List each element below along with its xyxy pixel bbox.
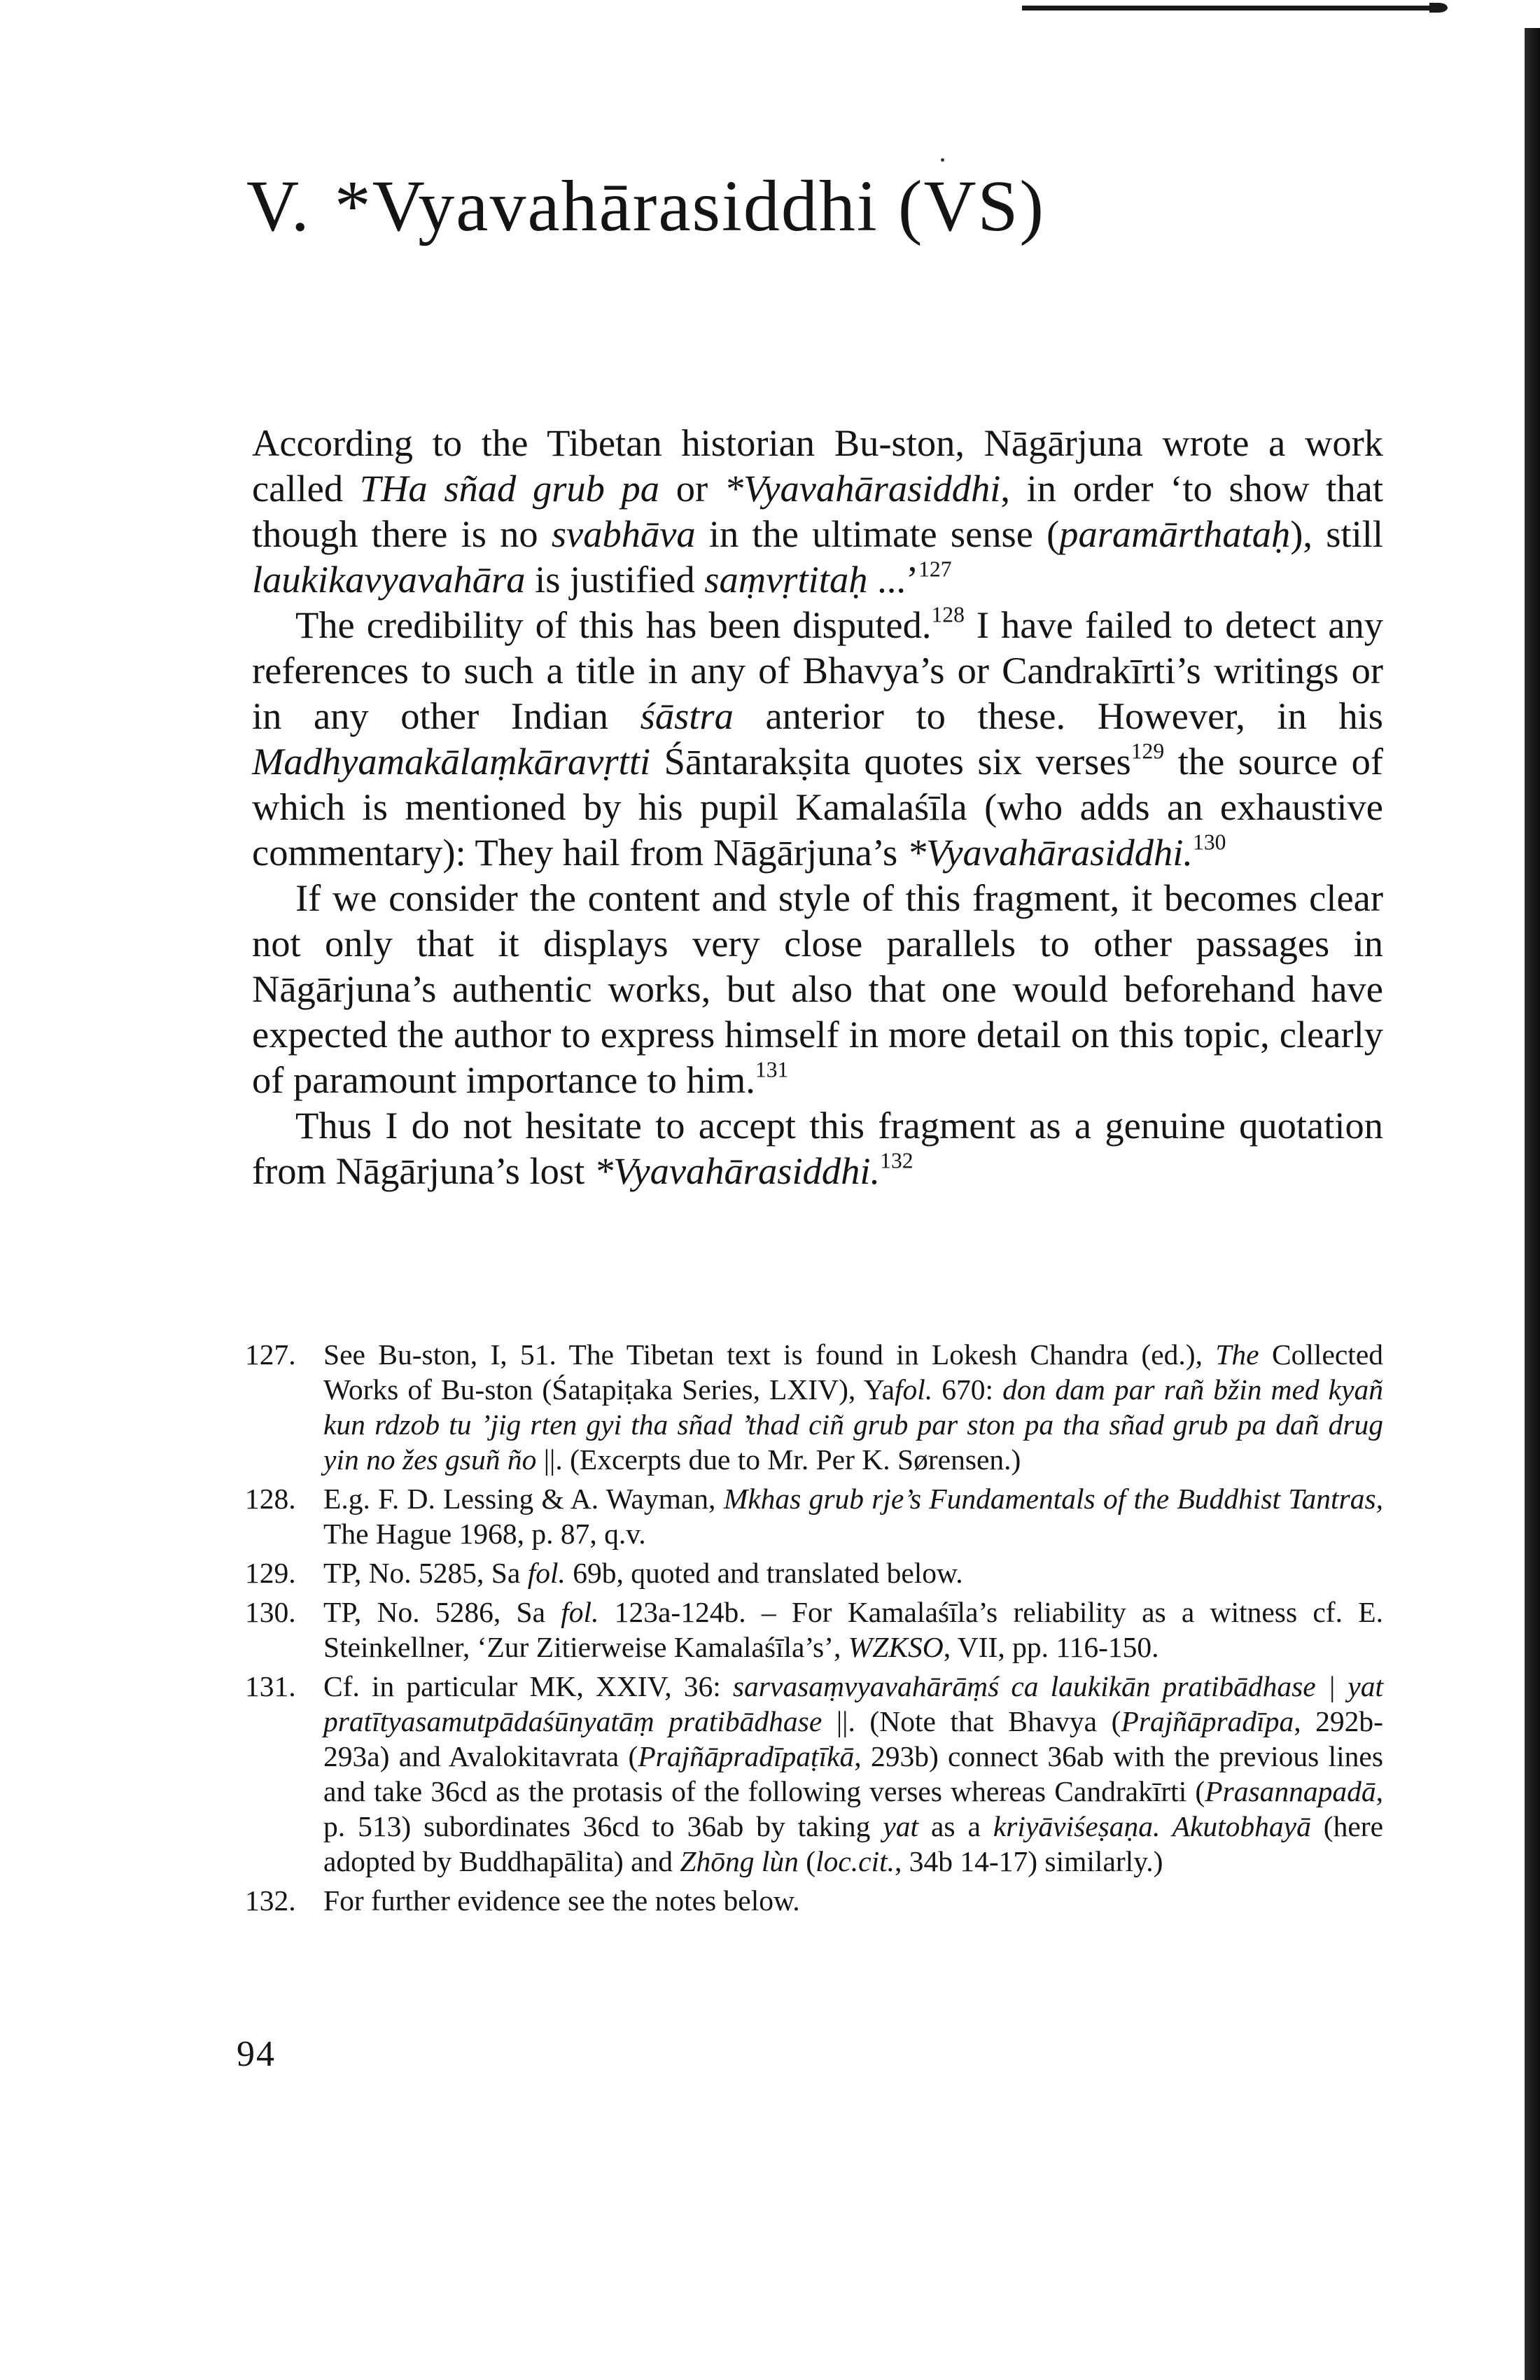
scan-top-rule — [1022, 6, 1435, 10]
footnote — [245, 1669, 1383, 1879]
paragraph — [252, 1102, 1383, 1194]
text-run: 69b, quoted and translated below. — [565, 1557, 963, 1589]
italic-run: Prajñāpradīpa — [1121, 1705, 1294, 1737]
italic-run: fol. — [527, 1557, 566, 1589]
footnote — [245, 1481, 1383, 1551]
text-run: is justified — [525, 558, 705, 601]
note-ref: 131 — [755, 1057, 789, 1082]
italic-run: Mkhas grub rje’s Fundamentals of the Buddhist Tantras, — [723, 1483, 1383, 1515]
text-run: , 292b-293a) and Avalokitavrata ( — [323, 1705, 1383, 1772]
footnote-number: 131. — [245, 1670, 296, 1702]
scan-page-edge — [1525, 28, 1540, 2380]
text-run: , in order ‘to show that though there is no — [252, 467, 1383, 555]
italic-run: laukikavyavahāra — [252, 558, 526, 601]
italic-run: kriyāviśeṣaṇa. Akutobhayā — [993, 1810, 1311, 1842]
chapter-number: V. — [246, 166, 311, 246]
text-run: ), still — [1290, 512, 1383, 555]
footnote — [245, 1555, 1383, 1590]
chapter-heading — [246, 167, 1045, 246]
footnote — [245, 1337, 1383, 1477]
text-run: Collected Works of Bu-ston (Śatapiṭaka Series, LXIV), Ya — [323, 1338, 1384, 1406]
text-run: (here adopted by Buddhapālita) and — [323, 1810, 1383, 1877]
scan-speck — [941, 158, 944, 162]
text-run: in the ultimate sense ( — [695, 512, 1060, 555]
chapter-title: *Vyavahārasiddhi (VS) — [334, 166, 1046, 246]
text-run: Cf. in particular MK, XXIV, 36: — [323, 1670, 733, 1702]
italic-run: saṃvṛtitaḥ — [704, 558, 868, 601]
text-run: , 293b) connect 36ab with the previous lines and take 36cd as the protasis of the following verses whereas Candrakīrti ( — [323, 1740, 1383, 1807]
footnote — [245, 1595, 1383, 1665]
text-run: ||. (Note that Bhavya ( — [822, 1705, 1121, 1737]
italic-run: *Vyavahārasiddhi — [724, 467, 1001, 510]
italic-run: The — [1215, 1338, 1259, 1371]
italic-run: yat — [883, 1810, 919, 1842]
footnote-number: 128. — [245, 1483, 296, 1515]
text-run: anterior to these. However, in his — [733, 694, 1383, 737]
footnote-number: 129. — [245, 1557, 296, 1589]
text-run: I have failed to detect any references to such a title in any of Bhavya’s or Candrakīrti’s writings or in any other Indian — [252, 603, 1383, 737]
page-number: 94 — [237, 2034, 276, 2074]
text-run: , p. 513) subordinates 36cd to 36ab by taking — [323, 1775, 1383, 1842]
italic-run: śāstra — [640, 694, 734, 737]
italic-run: paramārthataḥ — [1059, 512, 1291, 555]
text-run: For further evidence see the notes below. — [323, 1884, 800, 1917]
text-run: TP, No. 5285, Sa — [323, 1557, 528, 1589]
italic-run: Prajñāpradīpaṭīkā — [638, 1740, 855, 1772]
text-run: 123a-124b. – For Kamalaśīla’s reliability as a witness cf. E. Steinkellner, ‘Zur Zitierweise Kamalaśīla’s’, — [323, 1596, 1383, 1663]
footnote-number: 130. — [245, 1596, 296, 1628]
note-ref: 127 — [918, 556, 952, 582]
italic-run: don dam par rañ bžin med kyañ kun rdzob tu ’jig rten gyi tha sñad ’thad ciñ grub par ston pa tha sñad grub pa dañ drug yin no žes gsuñ ño — [323, 1373, 1384, 1476]
italic-run: fol. — [561, 1596, 599, 1628]
italic-run: Prasannapadā — [1205, 1775, 1376, 1807]
note-ref: 129 — [1130, 738, 1165, 764]
text-run: E.g. F. D. Lessing & A. Wayman, — [323, 1483, 724, 1515]
text-run: Thus I do not hesitate to accept this fragment as a genuine quotation from Nāgārjuna’s lost — [252, 1104, 1383, 1192]
note-ref: 130 — [1193, 830, 1226, 855]
paragraph — [252, 602, 1383, 875]
text-run: TP, No. 5286, Sa — [323, 1596, 561, 1628]
italic-run: *Vyavahārasiddhi. — [594, 1149, 881, 1192]
italic-run: fol. — [895, 1373, 933, 1406]
italic-run: WZKSO — [848, 1631, 944, 1663]
italic-run: *Vyavahārasiddhi. — [906, 831, 1194, 874]
text-run: the source of which is mentioned by his pupil Kamalaśīla (who adds an exhaustive commentary): They hail from Nāgārjuna’s — [252, 740, 1383, 874]
text-run: as a — [918, 1810, 993, 1842]
text-run: Śāntarakṣita quotes six verses — [650, 740, 1131, 783]
text-run: ||. (Excerpts due to Mr. Per K. Sørensen.) — [536, 1443, 1021, 1476]
italic-run: svabhāva — [551, 512, 696, 555]
footnotes — [245, 1337, 1383, 1922]
footnote-number: 127. — [245, 1338, 296, 1371]
italic-run: sarvasaṃvyavahārāṃś ca laukikān pratibādhase | yat pratītyasamutpādaśūnyatāṃ pratibādhase — [323, 1670, 1383, 1737]
text-run: or — [659, 467, 724, 510]
body-text — [252, 420, 1383, 1194]
text-run: , 34b 14-17) similarly.) — [895, 1845, 1163, 1877]
paragraph — [252, 420, 1383, 602]
note-ref: 132 — [880, 1148, 913, 1173]
text-run: 670: — [932, 1373, 1003, 1406]
paragraph — [252, 875, 1383, 1102]
footnote — [245, 1883, 1383, 1918]
text-run: ...’ — [867, 558, 919, 601]
text-run: , VII, pp. 116-150. — [943, 1631, 1159, 1663]
note-ref: 128 — [931, 602, 965, 627]
italic-run: Madhyamakālaṃkāravṛtti — [252, 740, 651, 783]
text-run: According to the Tibetan historian Bu-ston, Nāgārjuna wrote a work called — [252, 421, 1383, 510]
italic-run: loc.cit. — [816, 1845, 895, 1877]
footnote-number: 132. — [245, 1884, 296, 1917]
text-run: If we consider the content and style of this fragment, it becomes clear not only that it displays very close parallels to other passages in Nāgārjuna’s authentic works, but also that one would beforehand have expected the author to express himself in more detail on this topic, clearly of paramount importance to him. — [252, 876, 1383, 1101]
text-run: See Bu-ston, I, 51. The Tibetan text is found in Lokesh Chandra (ed.), — [323, 1338, 1216, 1371]
text-run: ( — [798, 1845, 816, 1877]
italic-run: THa sñad grub pa — [359, 467, 660, 510]
text-run: The credibility of this has been disputed. — [295, 603, 932, 646]
italic-run: Zhōng lùn — [680, 1845, 799, 1877]
text-run: The Hague 1968, p. 87, q.v. — [323, 1518, 646, 1550]
